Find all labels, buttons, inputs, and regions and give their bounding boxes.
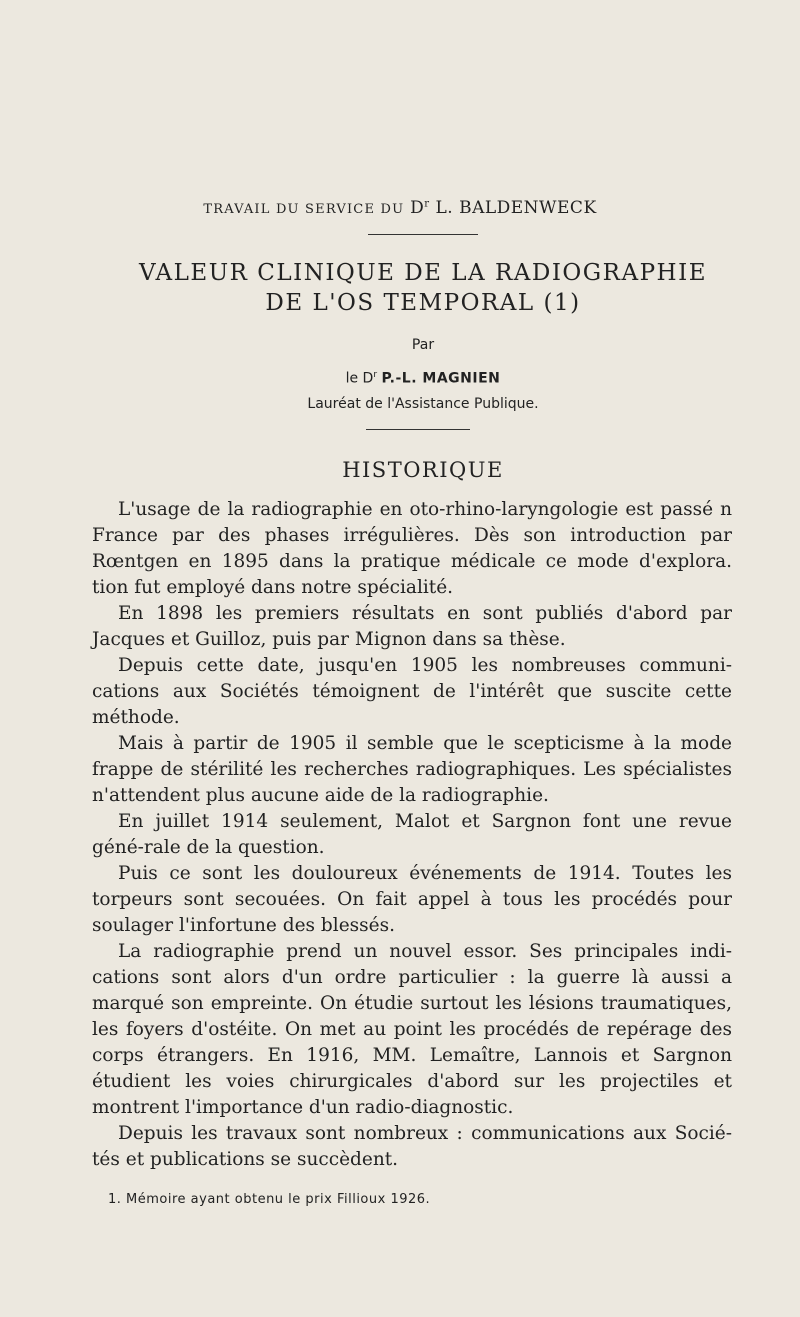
title-line-1: VALEUR CLINIQUE DE LA RADIOGRAPHIE	[139, 260, 707, 286]
footnote: 1. Mémoire ayant obtenu le prix Fillioux 1926.	[108, 1192, 431, 1207]
byline-par: Par	[411, 337, 435, 353]
doctor-abbrev: $D^r$	[410, 198, 430, 218]
paragraph: En 1898 les premiers résultats en sont publiés d'abord par Jacques et Guilloz, puis par Mignon dans sa thèse.	[92, 603, 732, 650]
paragraph: Puis ce sont les douloureux événements de 1914. Toutes les torpeurs sont secouées. On fait appel à tous les procédés pour soulager l'infortune des blessés.	[92, 863, 732, 936]
author-name: P.-L. MAGNIEN	[381, 370, 501, 387]
paragraph: En juillet 1914 seulement, Malot et Sargnon font une revue géné-rale de la question.	[92, 811, 732, 858]
paragraph: Depuis les travaux sont nombreux : communications aux Socié-tés et publications se succèdent.	[92, 1123, 732, 1170]
article-title	[0, 258, 800, 318]
title-divider	[366, 429, 470, 430]
header-divider	[368, 234, 478, 235]
service-prefix: TRAVAIL DU SERVICE DU	[203, 202, 405, 217]
title-line-2: DE L'OS TEMPORAL (1)	[265, 290, 581, 316]
paragraph: L'usage de la radiographie en oto-rhino-laryngologie est passé n France par des phases irrégulières. Dès son introduction par Rœntgen en 1895 dans la pratique médicale ce mode d'explora. tion fut employé dans notre spécialité.	[92, 499, 732, 598]
paragraph: Mais à partir de 1905 il semble que le scepticisme à la mode frappe de stérilité les recherches radiographiques. Les spécialistes n'attendent plus aucune aide de la radiographie.	[92, 733, 732, 806]
service-header	[0, 198, 800, 218]
doctor-name: L. BALDENWECK	[435, 198, 597, 218]
byline-author: le $D^r$ P.-L. MAGNIEN	[345, 370, 501, 387]
section-title: HISTORIQUE	[342, 458, 504, 482]
body-text	[92, 497, 732, 1173]
author-affiliation: Lauréat de l'Assistance Publique.	[307, 396, 539, 412]
paragraph: Depuis cette date, jusqu'en 1905 les nombreuses communi-cations aux Sociétés témoignent de l'intérêt que suscite cette méthode.	[92, 655, 732, 728]
paragraph: La radiographie prend un nouvel essor. Ses principales indi-cations sont alors d'un ordre particulier : la guerre là aussi a marqué son empreinte. On étudie surtout les lésions traumatiques, les foyers d'ostéite. On met au point les procédés de repérage des corps étrangers. En 1916, MM. Lemaître, Lannois et Sargnon étudient les voies chirurgicales d'abord sur les projectiles et montrent l'importance d'un radio-diagnostic.	[92, 941, 732, 1118]
